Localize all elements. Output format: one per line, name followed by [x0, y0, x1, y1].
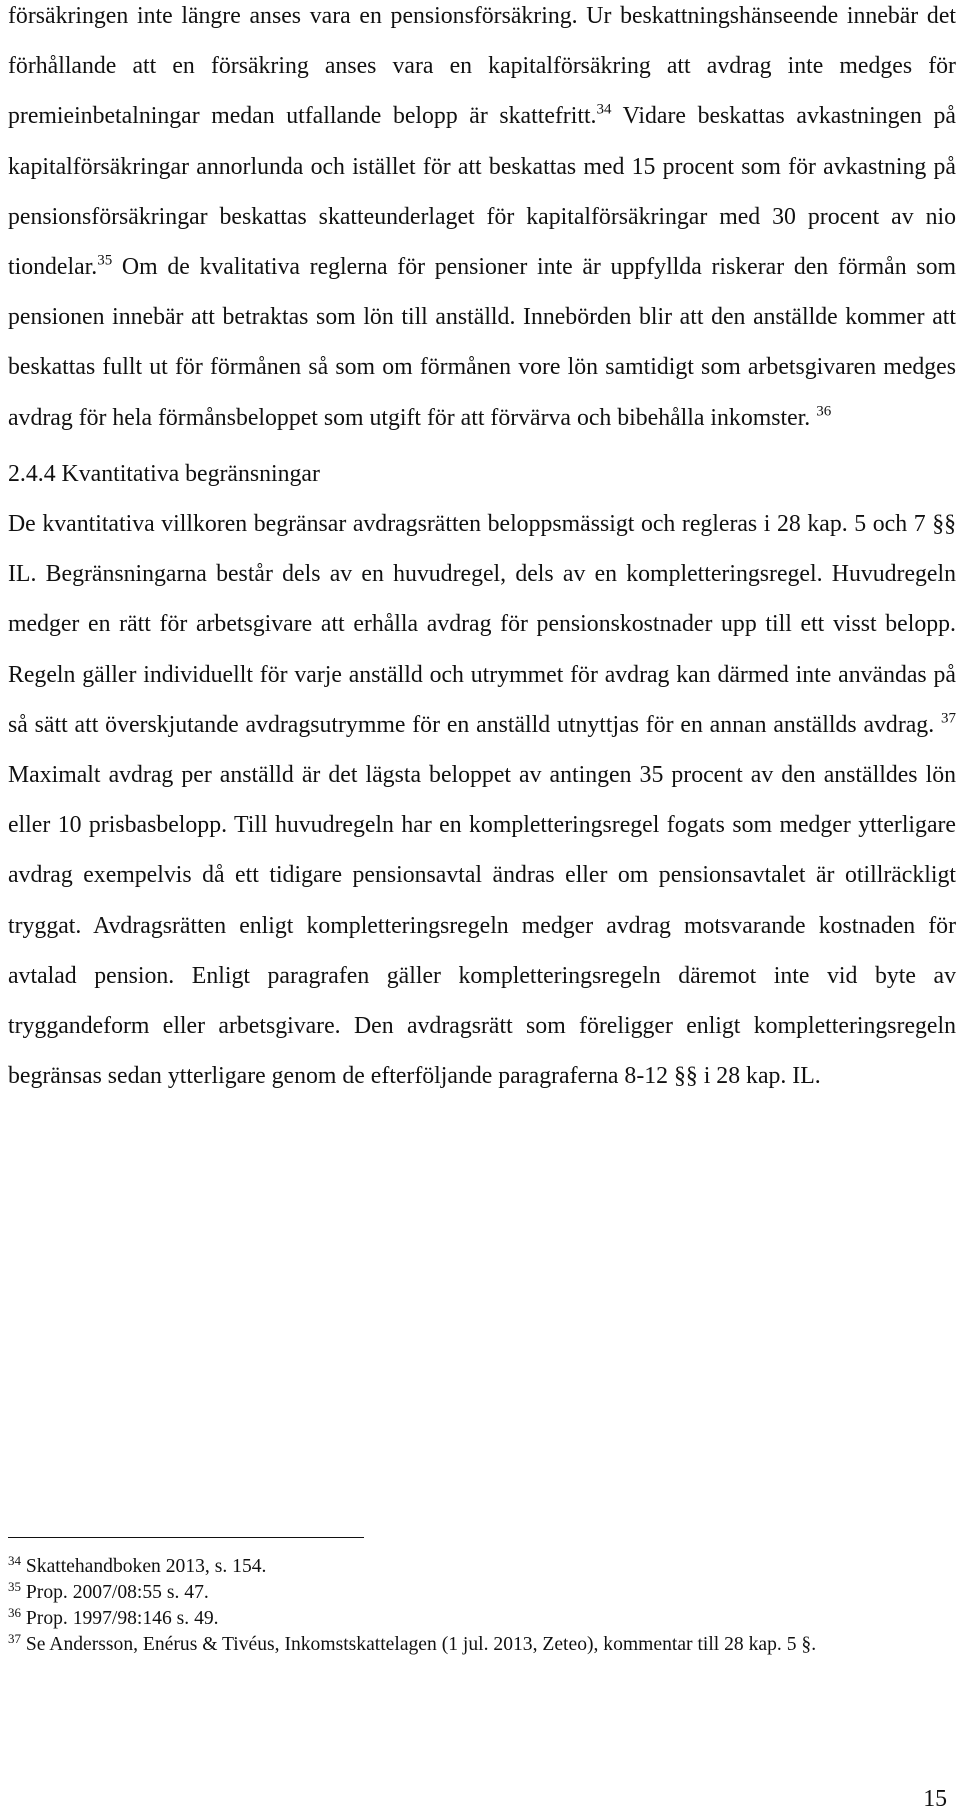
body-paragraph: [8, 499, 956, 1101]
footnote-text: Prop. 1997/98:146 s. 49.: [21, 1608, 219, 1629]
paragraph-text: De kvantitativa villkoren begränsar avdragsrätten beloppsmässigt och regleras i 28 kap. 5 och 7 §§ IL. Begränsningarna består dels av en huvudregel, dels av en kompletteringsregel. Huvudregeln medger en rätt för arbetsgivare att erhålla avdrag för pensionskostnader upp till ett visst belopp. Regeln gäller individuellt för varje anställd och utrymmet för avdrag kan därmed inte användas på så sätt att överskjutande avdragsutrymme för en anställd utnyttjas för en annan anställds avdrag.: [8, 511, 956, 738]
footnote-reference[interactable]: 35: [97, 252, 113, 269]
footnote-number: 35: [8, 1578, 21, 1594]
footnote-number: 37: [8, 1630, 21, 1646]
footnote-reference[interactable]: 37: [941, 710, 956, 727]
footnote-number: 34: [8, 1552, 21, 1568]
footnote: [8, 1606, 943, 1632]
footnote-text: Prop. 2007/08:55 s. 47.: [21, 1582, 209, 1603]
footnote-text: Skattehandboken 2013, s. 154.: [21, 1556, 267, 1577]
footnotes: [8, 1554, 943, 1658]
footnote: [8, 1632, 943, 1658]
paragraph-text: Om de kvalitativa reglerna för pensioner inte är uppfyllda riskerar den förmån som pensionen innebär att betraktas som lön till anställd. Innebörden blir att den anställde kommer att beskattas fullt ut för förmånen så som om förmånen vore lön samtidigt som arbetsgivaren medges avdrag för hela förmånsbeloppet som utgift för att förvärva och bibehålla inkomster.: [8, 254, 956, 431]
footnote: [8, 1580, 943, 1606]
footnote: [8, 1554, 943, 1580]
paragraph-text: försäkringen inte längre anses vara en pensionsförsäkring. Ur beskattningshänseende innebär det förhållande att en försäkring anses vara en kapitalförsäkring att avdrag inte medges för premieinbetalningar medan utfallande belopp är skattefritt.: [8, 3, 956, 130]
footnote-text: Se Andersson, Enérus & Tivéus, Inkomstskattelagen (1 jul. 2013, Zeteo), kommentar till 28 kap. 5 §.: [21, 1634, 817, 1655]
footnote-reference[interactable]: 36: [816, 403, 832, 420]
document-page: [8, 0, 956, 1101]
footnote-number: 36: [8, 1604, 21, 1620]
paragraph-text: Vidare beskattas avkastningen på kapitalförsäkringar annorlunda och istället för att beskattas med 15 procent som för avkastning på pensionsförsäkringar beskattas skatteunderlaget för kapitalförsäkringar med 30 procent av nio tiondelar.: [8, 103, 956, 281]
paragraph-text: Maximalt avdrag per anställd är det lägsta beloppet av antingen 35 procent av den anställdes lön eller 10 prisbasbelopp. Till huvudregeln har en kompletteringsregel fogats som medger ytterligare avdrag exempelvis då ett tidigare pensionsavtal ändras eller om pensionsavtalet är otillräckligt tryggat. Avdragsrätten enligt kompletteringsregeln medger avdrag motsvarande kostnaden för avtalad pension. Enligt paragrafen gäller kompletteringsregeln däremot inte vid byte av tryggandeform eller arbetsgivare. Den avdragsrätt som föreligger enligt kompletteringsregeln begränsas sedan ytterligare genom de efterföljande paragraferna 8-12 §§ i 28 kap. IL.: [8, 762, 956, 1090]
body-paragraph: [8, 0, 956, 443]
section-heading: 2.4.4 Kvantitativa begränsningar: [8, 460, 320, 487]
page-number: 15: [923, 1786, 947, 1812]
footnote-reference[interactable]: 34: [596, 102, 612, 119]
footnote-separator: [8, 1537, 364, 1538]
